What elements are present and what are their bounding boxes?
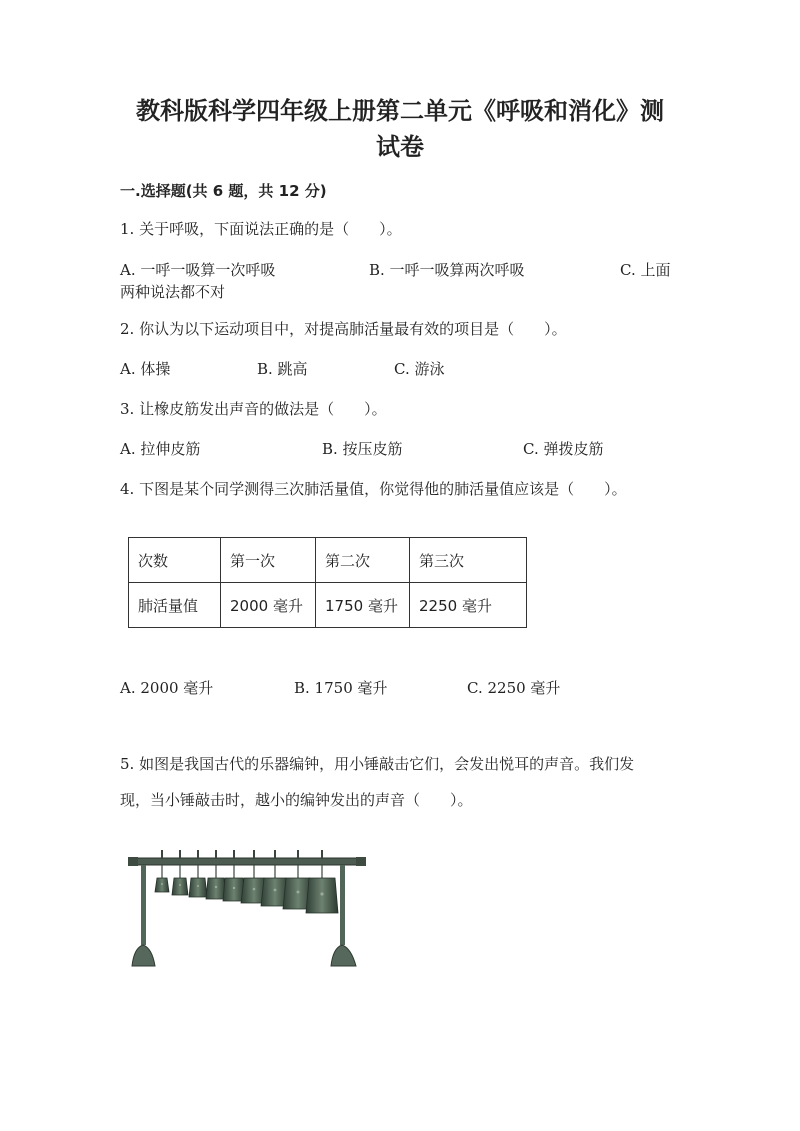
table-cell: 1750 毫升: [316, 583, 410, 628]
question-2-option-a: A. 体操: [120, 360, 171, 378]
question-3-option-a: A. 拉伸皮筋: [120, 440, 201, 458]
table-header-row: [129, 538, 527, 583]
question-1-stem: 1. 关于呼吸，下面说法正确的是（ ）。: [120, 220, 402, 238]
table-row: [129, 583, 527, 628]
question-4-stem: 4. 下图是某个同学测得三次肺活量值，你觉得他的肺活量值应该是（ ）。: [120, 480, 627, 498]
table-cell: 肺活量值: [129, 583, 221, 628]
table-header-cell: 第三次: [410, 538, 527, 583]
question-1-option-b: B. 一呼一吸算两次呼吸: [369, 261, 525, 279]
section-heading: 一.选择题(共 6 题，共 12 分): [120, 182, 327, 200]
question-3-stem: 3. 让橡皮筋发出声音的做法是（ ）。: [120, 400, 387, 418]
table-header-cell: 第一次: [221, 538, 316, 583]
question-1-option-c: C. 上面: [620, 261, 671, 279]
question-2-option-b: B. 跳高: [257, 360, 308, 378]
table-header-cell: 次数: [129, 538, 221, 583]
question-5-stem-line-1: 5. 如图是我国古代的乐器编钟，用小锤敲击它们，会发出悦耳的声音。我们发: [120, 755, 635, 773]
question-4-option-b: B. 1750 毫升: [294, 679, 388, 697]
question-3-option-c: C. 弹拨皮筋: [523, 440, 604, 458]
title-line-1: 教科版科学四年级上册第二单元《呼吸和消化》测: [136, 97, 664, 125]
question-3-option-b: B. 按压皮筋: [322, 440, 403, 458]
question-2-option-c: C. 游泳: [394, 360, 445, 378]
table-header-cell: 第二次: [316, 538, 410, 583]
question-1-option-a: A. 一呼一吸算一次呼吸: [120, 261, 276, 279]
question-4-option-a: A. 2000 毫升: [120, 679, 214, 697]
bianzhong-chime-bells-image: [128, 848, 368, 970]
table-cell: 2250 毫升: [410, 583, 527, 628]
title-line-2: 试卷: [376, 133, 424, 161]
question-4-option-c: C. 2250 毫升: [467, 679, 561, 697]
table-cell: 2000 毫升: [221, 583, 316, 628]
lung-capacity-table: [128, 537, 527, 628]
question-2-stem: 2. 你认为以下运动项目中，对提高肺活量最有效的项目是（ ）。: [120, 320, 567, 338]
page-title: [120, 93, 680, 165]
question-5-stem: [120, 746, 680, 818]
question-1-option-c-continued: 两种说法都不对: [120, 283, 226, 301]
question-5-stem-line-2: 现，当小锤敲击时，越小的编钟发出的声音（ ）。: [120, 791, 473, 809]
